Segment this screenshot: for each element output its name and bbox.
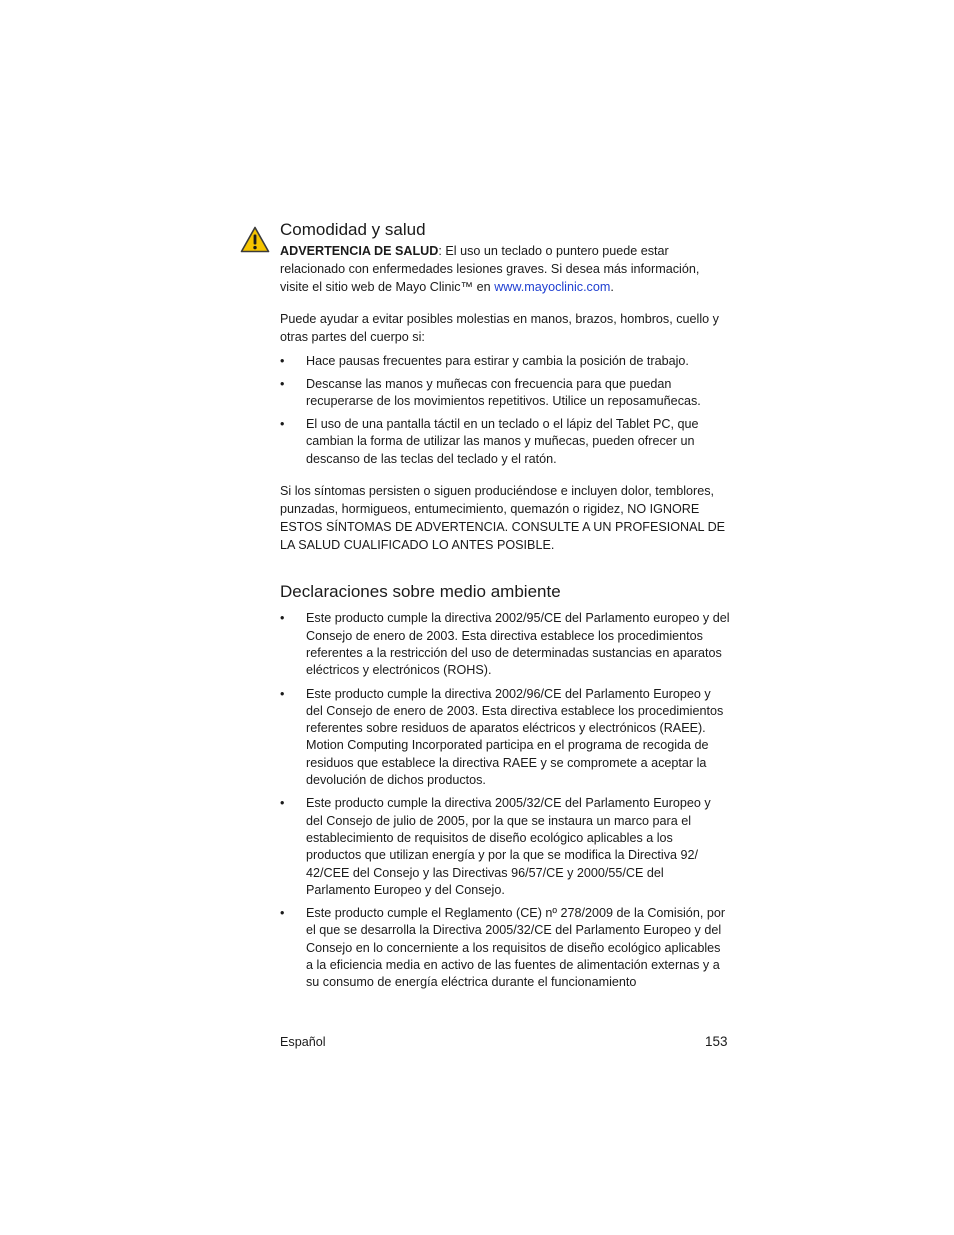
list-item bbox=[280, 376, 730, 411]
bullet: • bbox=[280, 796, 285, 811]
list-item bbox=[280, 795, 730, 899]
mayo-clinic-link[interactable]: www.mayoclinic.com bbox=[494, 280, 611, 295]
bullet: • bbox=[280, 686, 285, 701]
section-title-comfort: Comodidad y salud bbox=[280, 220, 426, 239]
list-item bbox=[280, 905, 730, 991]
list-item-text: Descanse las manos y muñecas con frecuencia para que puedan recuperarse de los movimientos repetitivos. Utilice un reposamuñecas. bbox=[306, 376, 701, 409]
section-title-environment: Declaraciones sobre medio ambiente bbox=[280, 582, 561, 602]
list-item-text: Hace pausas frecuentes para estirar y cambia la posición de trabajo. bbox=[306, 354, 689, 369]
list-item-text: Este producto cumple el Reglamento (CE) nº 278/2009 de la Comisión, por el que se desarrolla la Directiva 2005/32/CE del Parlamento Europeo y del Consejo en lo concerniente a los requisitos de diseño ecológico aplicables a la eficiencia media en activo de las fuentes de alimentación externas y a su consumo de energía eléctrica durante el funcionamiento bbox=[306, 906, 726, 990]
list-item bbox=[280, 686, 730, 790]
bullet: • bbox=[280, 611, 285, 626]
warning-text: : El uso un teclado o puntero puede estar relacionado con enfermedades lesiones graves. Si desea más información, visite el sitio web de Mayo Clinic™ en bbox=[280, 244, 700, 295]
bullet: • bbox=[280, 354, 285, 369]
bullet: • bbox=[280, 376, 285, 391]
page-content bbox=[280, 219, 730, 998]
bullet: • bbox=[280, 906, 285, 921]
warning-end: . bbox=[610, 280, 614, 295]
comfort-intro: Puede ayudar a evitar posibles molestias en manos, brazos, hombros, cuello y otras partes del cuerpo si: bbox=[280, 311, 719, 344]
list-item-text: El uso de una pantalla táctil en un teclado o el lápiz del Tablet PC, que cambian la forma de utilizar las manos y muñecas, pueden ofrecer un descanso de las teclas del teclado y el ratón. bbox=[306, 416, 699, 466]
bullet: • bbox=[280, 416, 285, 431]
footer-language: Español bbox=[280, 1035, 326, 1049]
health-warning bbox=[280, 242, 730, 297]
symptoms-warning: Si los síntomas persisten o siguen produciéndose e incluyen dolor, temblores, punzadas, hormigueos, entumecimiento, quemazón o rigidez, NO IGNORE ESTOS SÍNTOMAS DE ADVERTENCIA. CONSULTE A UN PROFESIONAL DE LA SALUD CUALIFICADO LO ANTES POSIBLE. bbox=[280, 483, 726, 553]
list-item bbox=[280, 416, 730, 469]
warning-triangle-icon bbox=[240, 226, 270, 253]
list-item-text: Este producto cumple la directiva 2002/95/CE del Parlamento europeo y del Consejo de enero de 2003. Esta directiva establece los procedimientos referentes a la restricción del uso de determinadas sustancias en aparatos eléctricos y electrónicos (ROHS). bbox=[306, 611, 730, 678]
list-item bbox=[280, 353, 730, 371]
page-number: 153 bbox=[705, 1034, 728, 1049]
environment-list bbox=[280, 610, 730, 991]
list-item bbox=[280, 610, 730, 679]
warning-label: ADVERTENCIA DE SALUD bbox=[280, 244, 439, 258]
list-item-text: Este producto cumple la directiva 2002/96/CE del Parlamento Europeo y del Consejo de enero de 2003. Esta directiva establece los procedimientos referentes sobre residuos de aparatos eléctricos y electrónicos (RAEE). Motion Computing Incorporated participa en el programa de recogida de residuos que establece la directiva RAEE y se compromete a aceptar la devolución de dichos productos. bbox=[306, 686, 724, 788]
comfort-list bbox=[280, 353, 730, 469]
list-item-text: Este producto cumple la directiva 2005/32/CE del Parlamento Europeo y del Consejo de julio de 2005, por la que se instaura un marco para el establecimiento de requisitos de diseño ecológico aplicables a los productos que utilizan energía y por la que se modifica la Directiva 92/ 42/CEE del Consejo y las Directivas 96/57/CE y 2000/55/CE del Parlamento Europeo y del Consejo. bbox=[306, 796, 711, 897]
